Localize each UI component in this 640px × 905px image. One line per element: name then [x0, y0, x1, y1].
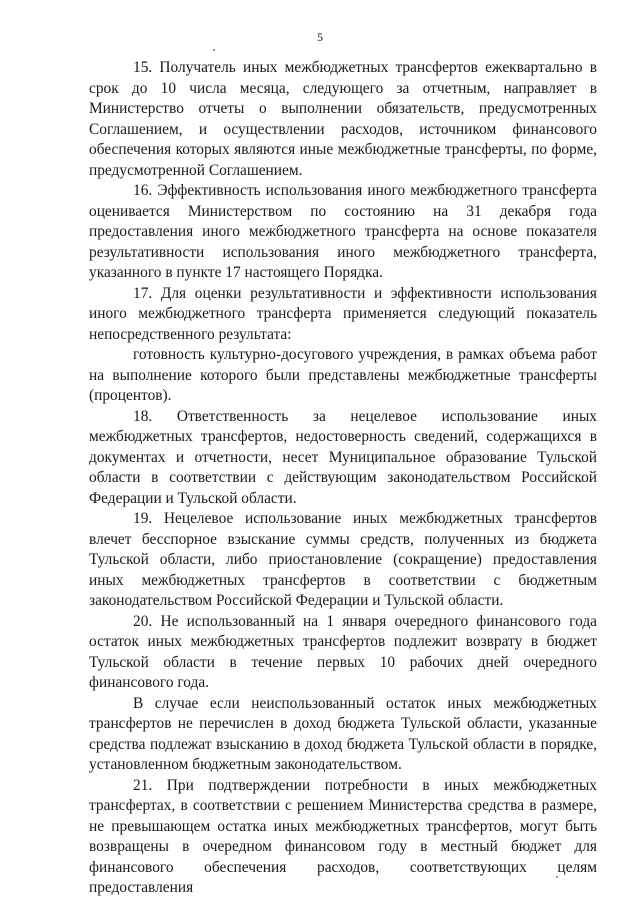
paragraph-20-continuation: В случае если неиспользованный остаток иных межбюджетных трансфертов не перечислен в доход бюджета Тульской области, указанные средства подлежат взысканию в доход бюджета Тульской области в порядке, установленном бюджетным законодательством. [89, 694, 597, 773]
paragraph-20: 20. Не использованный на 1 января очередного финансового года остаток иных межбюджетных трансфертов подлежит возврату в бюджет Тульской области в течение первых 10 рабочих дней очередного финансового года. [89, 612, 597, 691]
scan-speck [556, 876, 558, 878]
page-number: 5 [317, 30, 323, 44]
paragraph-15: 15. Получатель иных межбюджетных трансфертов ежеквартально в срок до 10 числа месяца, следующего за отчетным, направляет в Министерство отчеты о выполнении обязательств, предусмотренных Соглашением, и осуществлении расходов, источником финансового обеспечения которых являются иные межбюджетные трансферты, по форме, предусмотренной Соглашением. [89, 59, 597, 179]
scan-speck [213, 49, 215, 51]
paragraph-16: 16. Эффективность использования иного межбюджетного трансферта оценивается Министерством по состоянию на 31 декабря года предоставления иного межбюджетного трансферта на основе показателя результативности использования иного межбюджетного трансферта, указанного в пункте 17 настоящего Порядка. [89, 182, 597, 281]
paragraph-21: 21. При подтверждении потребности в иных межбюджетных трансфертах, в соответствии с решением Министерства средства в размере, не превышающем остатка иных межбюджетных трансфертов, могут быть возвращены в очередном финансовом году в местный бюджет для финансового обеспечения расходов, соответствующих целям предоставления [89, 776, 597, 896]
document-body [89, 58, 597, 899]
paragraph-19: 19. Нецелевое использование иных межбюджетных трансфертов влечет бесспорное взыскание суммы средств, полученных из бюджета Тульской области, либо приостановление (сокращение) предоставления иных межбюджетных трансфертов в соответствии с бюджетным законодательством Российской Федерации и Тульской области. [89, 510, 597, 609]
paragraph-17: 17. Для оценки результативности и эффективности использования иного межбюджетного трансферта применяется следующий показатель непосредственного результата: [89, 284, 597, 343]
paragraph-17-indicator: готовность культурно-досугового учреждения, в рамках объема работ на выполнение которого были представлены межбюджетные трансферты (процентов). [89, 346, 597, 404]
paragraph-18: 18. Ответственность за нецелевое использование иных межбюджетных трансфертов, недостоверность сведений, содержащихся в документах и отчетности, несет Муниципальное образование Тульской области в соответствии с действующим законодательством Российской Федерации и Тульской области. [89, 407, 597, 507]
